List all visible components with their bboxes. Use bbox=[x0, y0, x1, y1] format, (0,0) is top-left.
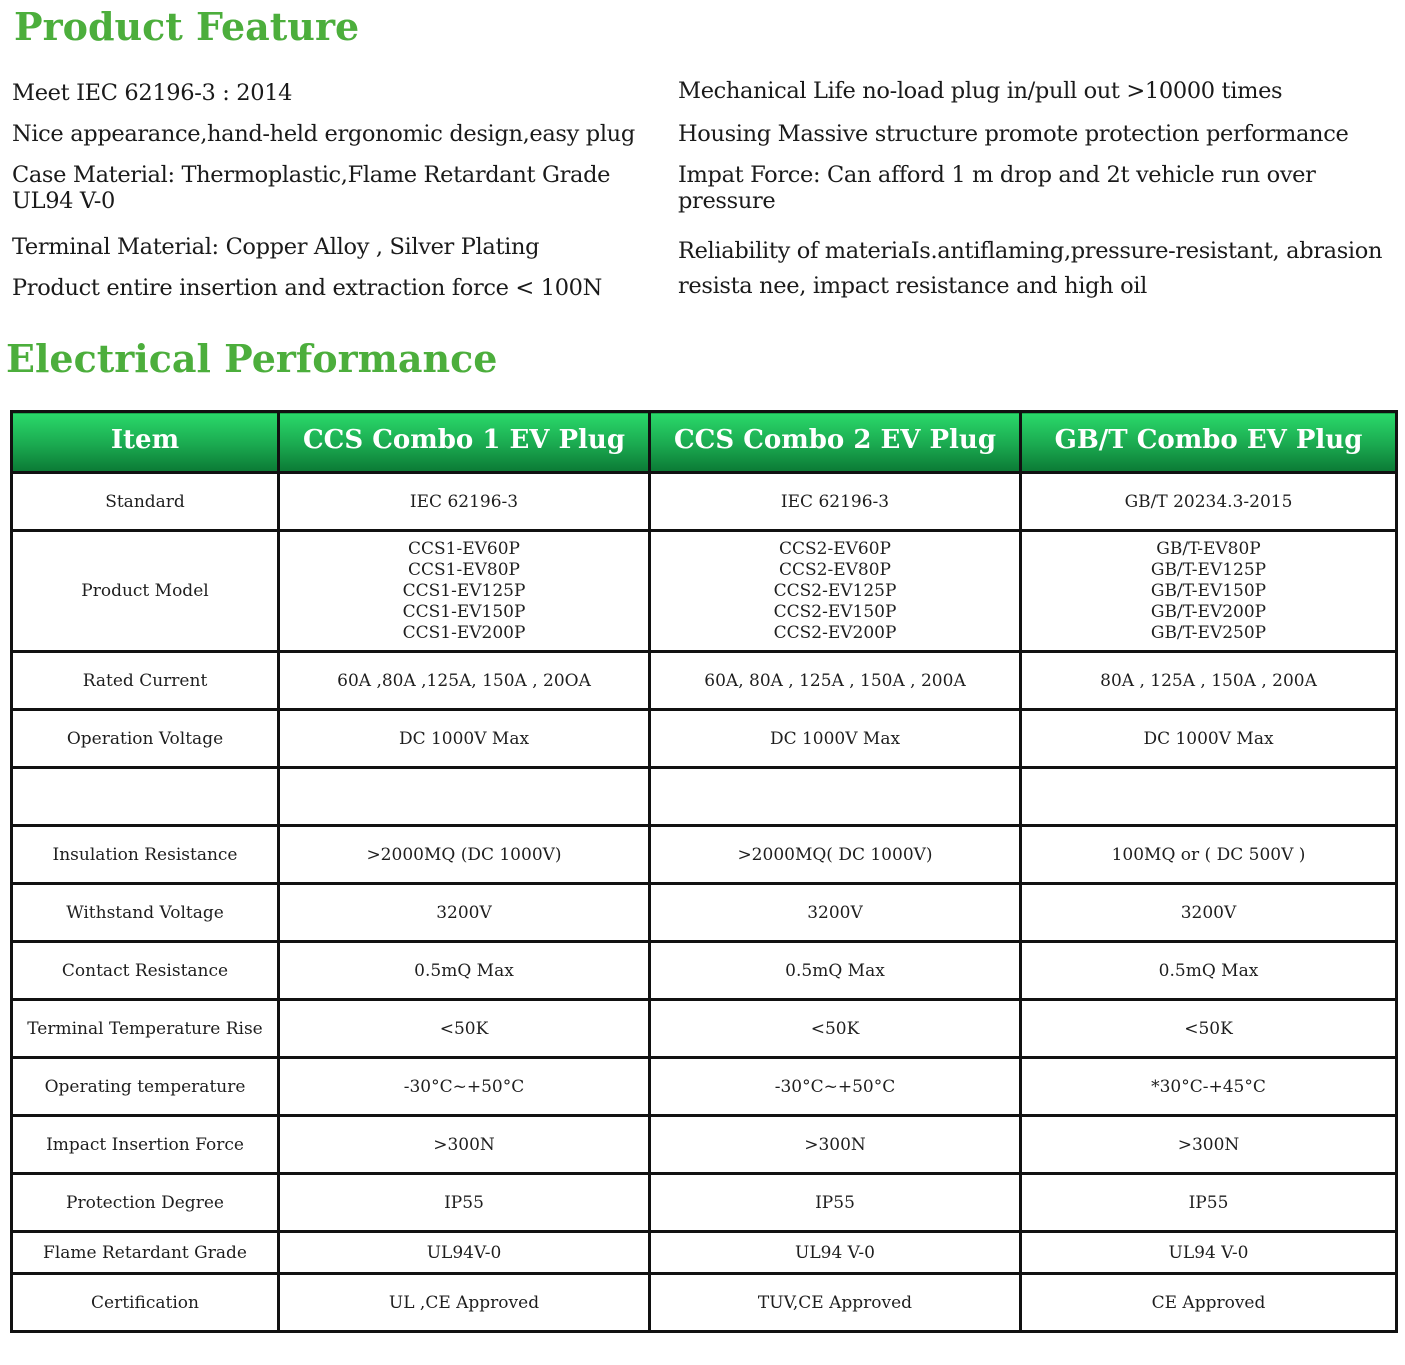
feature-item: Impat Force: Can afford 1 m drop and 2t vehicle run over pressure bbox=[678, 162, 1316, 214]
row-label: Certification bbox=[12, 1274, 279, 1332]
model-name: CCS2-EV80P bbox=[779, 559, 891, 580]
table-cell: 3200V bbox=[279, 884, 650, 942]
column-header-ccs2: CCS Combo 2 EV Plug bbox=[650, 412, 1021, 473]
table-row bbox=[12, 1000, 1397, 1058]
feature-item: Mechanical Life no-load plug in/pull out >10000 times bbox=[678, 78, 1283, 104]
table-cell bbox=[279, 531, 650, 652]
table-row bbox=[12, 1232, 1397, 1274]
table-cell: *30°C-+45°C bbox=[1021, 1058, 1397, 1116]
table-cell: IEC 62196-3 bbox=[279, 473, 650, 531]
row-label: Terminal Temperature Rise bbox=[12, 1000, 279, 1058]
table-cell: >300N bbox=[650, 1116, 1021, 1174]
table-cell bbox=[1021, 768, 1397, 826]
row-label: Rated Current bbox=[12, 652, 279, 710]
column-header-item: Item bbox=[12, 412, 279, 473]
table-cell: >2000MQ (DC 1000V) bbox=[279, 826, 650, 884]
model-name: CCS2-EV150P bbox=[773, 601, 897, 622]
row-label: Standard bbox=[12, 473, 279, 531]
model-name: CCS1-EV150P bbox=[402, 601, 526, 622]
table-row-empty bbox=[12, 768, 1397, 826]
table-cell: UL ,CE Approved bbox=[279, 1274, 650, 1332]
row-label: Operation Voltage bbox=[12, 710, 279, 768]
table-cell: IEC 62196-3 bbox=[650, 473, 1021, 531]
table-cell: >300N bbox=[279, 1116, 650, 1174]
row-label: Operating temperature bbox=[12, 1058, 279, 1116]
row-label: Contact Resistance bbox=[12, 942, 279, 1000]
table-row bbox=[12, 942, 1397, 1000]
row-label: Product Model bbox=[12, 531, 279, 652]
product-feature-title: Product Feature bbox=[14, 4, 360, 49]
table-cell: DC 1000V Max bbox=[279, 710, 650, 768]
table-cell: UL94 V-0 bbox=[650, 1232, 1021, 1274]
model-name: CCS1-EV80P bbox=[408, 559, 520, 580]
table-header-row bbox=[12, 412, 1397, 473]
table-cell: 100MQ or ( DC 500V ) bbox=[1021, 826, 1397, 884]
table-cell: -30°C~+50°C bbox=[650, 1058, 1021, 1116]
column-header-ccs1: CCS Combo 1 EV Plug bbox=[279, 412, 650, 473]
table-cell: >2000MQ( DC 1000V) bbox=[650, 826, 1021, 884]
table-cell: -30°C~+50°C bbox=[279, 1058, 650, 1116]
column-header-gbt: GB/T Combo EV Plug bbox=[1021, 412, 1397, 473]
table-row bbox=[12, 652, 1397, 710]
table-cell: UL94V-0 bbox=[279, 1232, 650, 1274]
table-cell: <50K bbox=[1021, 1000, 1397, 1058]
table-cell bbox=[279, 768, 650, 826]
table-cell: DC 1000V Max bbox=[650, 710, 1021, 768]
table-cell: 60A ,80A ,125A, 150A , 20OA bbox=[279, 652, 650, 710]
model-name: GB/T-EV150P bbox=[1150, 580, 1267, 601]
table-cell: 80A , 125A , 150A , 200A bbox=[1021, 652, 1397, 710]
model-name: CCS2-EV200P bbox=[773, 622, 897, 643]
table-row bbox=[12, 710, 1397, 768]
model-name: GB/T-EV200P bbox=[1150, 601, 1267, 622]
feature-item: Terminal Material: Copper Alloy , Silver Plating bbox=[12, 234, 540, 260]
model-name: CCS1-EV60P bbox=[408, 538, 520, 559]
electrical-performance-table bbox=[10, 410, 1398, 1333]
feature-item: Meet IEC 62196-3 : 2014 bbox=[12, 80, 293, 106]
model-name: CCS1-EV125P bbox=[402, 580, 526, 601]
row-label: Impact Insertion Force bbox=[12, 1116, 279, 1174]
electrical-performance-title: Electrical Performance bbox=[6, 336, 498, 381]
table-cell: 0.5mQ Max bbox=[279, 942, 650, 1000]
table-cell bbox=[650, 768, 1021, 826]
feature-item: Reliability of materiaIs.antiflaming,pressure-resistant, abrasion resista nee, impact resistance and high oil bbox=[678, 238, 1383, 299]
feature-item: Case Material: Thermoplastic,Flame Retardant Grade UL94 V-0 bbox=[12, 162, 611, 214]
table-row bbox=[12, 473, 1397, 531]
feature-item: Housing Massive structure promote protection performance bbox=[678, 121, 1349, 147]
table-cell: 60A, 80A , 125A , 150A , 200A bbox=[650, 652, 1021, 710]
table-cell: DC 1000V Max bbox=[1021, 710, 1397, 768]
table-cell bbox=[650, 531, 1021, 652]
feature-item: Nice appearance,hand-held ergonomic design,easy plug bbox=[12, 121, 635, 147]
table-row bbox=[12, 826, 1397, 884]
row-label: Insulation Resistance bbox=[12, 826, 279, 884]
table-row bbox=[12, 1274, 1397, 1332]
table-cell: <50K bbox=[279, 1000, 650, 1058]
model-name: GB/T-EV125P bbox=[1150, 559, 1267, 580]
row-label: Flame Retardant Grade bbox=[12, 1232, 279, 1274]
table-row bbox=[12, 1058, 1397, 1116]
table-cell: <50K bbox=[650, 1000, 1021, 1058]
feature-item: Product entire insertion and extraction force < 100N bbox=[12, 275, 602, 301]
model-name: GB/T-EV250P bbox=[1150, 622, 1267, 643]
table-cell: 0.5mQ Max bbox=[650, 942, 1021, 1000]
table-cell: 3200V bbox=[650, 884, 1021, 942]
table-cell: TUV,CE Approved bbox=[650, 1274, 1021, 1332]
model-name: CCS1-EV200P bbox=[402, 622, 526, 643]
table-row bbox=[12, 1116, 1397, 1174]
table-cell: 3200V bbox=[1021, 884, 1397, 942]
table-cell: GB/T 20234.3-2015 bbox=[1021, 473, 1397, 531]
table-row bbox=[12, 1174, 1397, 1232]
table-cell: 0.5mQ Max bbox=[1021, 942, 1397, 1000]
table-cell: IP55 bbox=[1021, 1174, 1397, 1232]
table-cell: IP55 bbox=[650, 1174, 1021, 1232]
table-cell: >300N bbox=[1021, 1116, 1397, 1174]
model-name: CCS2-EV60P bbox=[779, 538, 891, 559]
table-row bbox=[12, 884, 1397, 942]
table-cell bbox=[1021, 531, 1397, 652]
table-cell: UL94 V-0 bbox=[1021, 1232, 1397, 1274]
model-name: CCS2-EV125P bbox=[773, 580, 897, 601]
table-cell: IP55 bbox=[279, 1174, 650, 1232]
table-cell: CE Approved bbox=[1021, 1274, 1397, 1332]
row-label: Withstand Voltage bbox=[12, 884, 279, 942]
model-name: GB/T-EV80P bbox=[1156, 538, 1261, 559]
row-label: Protection Degree bbox=[12, 1174, 279, 1232]
row-label bbox=[12, 768, 279, 826]
table-row bbox=[12, 531, 1397, 652]
